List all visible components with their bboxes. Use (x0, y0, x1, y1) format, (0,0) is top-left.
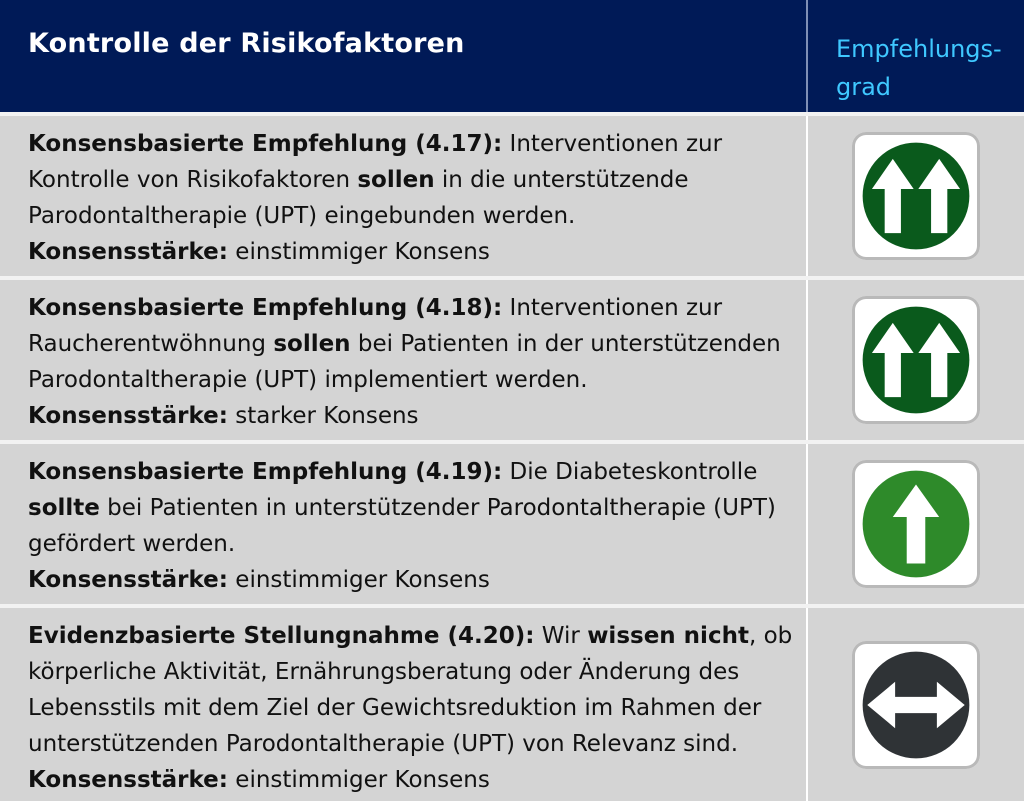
recommendation-text: Konsensbasierte Empfehlung (4.18): Interventionen zur Raucherentwöhnung sollen bei Patienten in der unterstützenden Parodontaltherapie (UPT) implementiert werden. Konsensstärke: starker Konsens (0, 280, 806, 440)
recommendation-text: Evidenzbasierte Stellungnahme (4.20): Wir wissen nicht, ob körperliche Aktivität, Ernährungsberatung oder Änderung des Lebensstils mit dem Ziel der Gewichtsreduktion im Rahmen der unterstützenden Parodontaltherapie (UPT) von Relevanz sind. Konsensstärke: einstimmiger Konsens (0, 608, 806, 801)
modal-verb: sollen (273, 331, 351, 357)
consensus-strength: Konsensstärke: einstimmiger Konsens (28, 767, 490, 793)
recommendation-lead: Konsensbasierte Empfehlung (4.19): (28, 459, 503, 485)
recommendation-lead: Konsensbasierte Empfehlung (4.17): (28, 131, 503, 157)
consensus-strength: Konsensstärke: einstimmiger Konsens (28, 239, 490, 265)
recommendation-lead: Konsensbasierte Empfehlung (4.18): (28, 295, 503, 321)
consensus-strength: Konsensstärke: starker Konsens (28, 403, 419, 429)
recommendation-lead: Evidenzbasierte Stellungnahme (4.20): (28, 623, 535, 649)
grade-cell (806, 444, 1024, 604)
table-header (0, 0, 1024, 112)
double-up-arrow-icon (852, 132, 980, 260)
table-row (0, 112, 1024, 276)
grade-cell (806, 116, 1024, 276)
left-right-arrow-icon (852, 641, 980, 769)
single-up-arrow-icon (852, 460, 980, 588)
modal-verb: sollen (357, 167, 435, 193)
table-row (0, 604, 1024, 801)
consensus-strength: Konsensstärke: einstimmiger Konsens (28, 567, 490, 593)
grade-header-line-1: Empfehlungs- (836, 35, 1002, 63)
table-title: Kontrolle der Risikofaktoren (28, 28, 465, 59)
emphasis-text: wissen nicht (587, 623, 749, 649)
double-up-arrow-icon (852, 296, 980, 424)
modal-verb: sollte (28, 495, 100, 521)
table-row (0, 276, 1024, 440)
grade-cell (806, 280, 1024, 440)
table-row (0, 440, 1024, 604)
grade-column-header (806, 0, 1024, 112)
grade-cell (806, 608, 1024, 801)
grade-header-line-2: grad (836, 73, 892, 101)
recommendation-text: Konsensbasierte Empfehlung (4.19): Die Diabeteskontrolle sollte bei Patienten in unterstützender Parodontaltherapie (UPT) gefördert werden. Konsensstärke: einstimmiger Konsens (0, 444, 806, 604)
recommendation-text: Konsensbasierte Empfehlung (4.17): Interventionen zur Kontrolle von Risikofaktoren sollen in die unterstützende Parodontaltherapie (UPT) eingebunden werden. Konsensstärke: einstimmiger Konsens (0, 116, 806, 276)
